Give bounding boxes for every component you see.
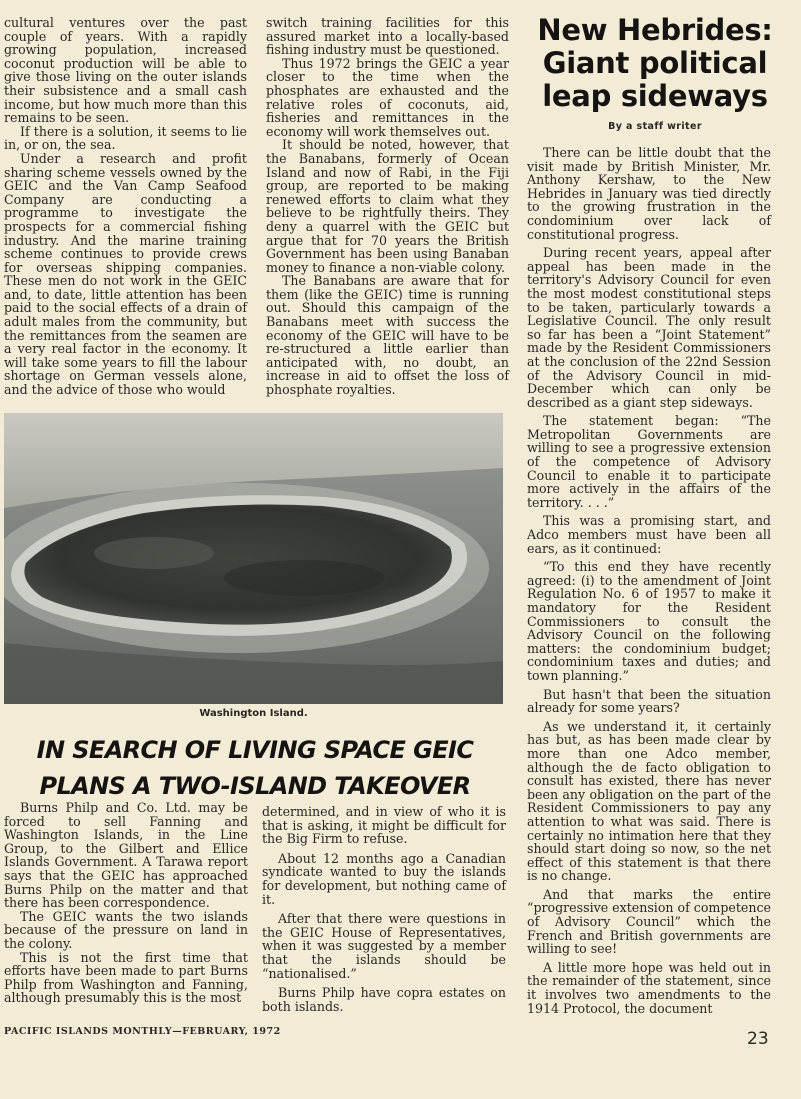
byline: By a staff writer <box>608 121 702 132</box>
island-illustration <box>4 413 503 704</box>
paragraph: It should be noted, however, that the Banabans, formerly of Ocean Island and now of Rabi, in the Fiji group, are reported to be making renewed efforts to claim what they believe to be rightfully theirs. They deny a quarrel with the GEIC but argue that for 70 years the British Government has been using Banaban money to finance a non-viable colony. <box>266 137 509 275</box>
paragraph: If there is a solution, it seems to lie in, or on, the sea. <box>4 123 247 153</box>
paragraph: Thus 1972 brings the GEIC a year closer to the time when the phosphates are exhausted and the relative roles of coconuts, aid, fisheries and remittances in the economy will work themselves out. <box>266 55 509 139</box>
paragraph: And that marks the entire “progressive extension of competence of Advisory Council” which the French and British governments are willing to see! <box>527 886 771 957</box>
aerial-photo <box>4 413 503 704</box>
article-column-2 <box>266 16 509 397</box>
paragraph: After that there were questions in the GEIC House of Representatives, when it was suggested by a member that the islands should be “nationalised.” <box>262 911 506 981</box>
paragraph: But hasn't that been the situation already for some years? <box>527 686 771 716</box>
article-column-1 <box>4 16 247 397</box>
paragraph: Burns Philp and Co. Ltd. may be forced to sell Fanning and Washington Islands, in the Line Group, to the Gilbert and Ellice Islands Government. A Tarawa report says that the GEIC has approached Burns Philp on the matter and that there has been correspondence. <box>4 800 248 911</box>
living-space-column-1 <box>4 801 248 1005</box>
living-space-column-2 <box>262 805 506 1013</box>
paragraph: The Banabans are aware that for them (like the GEIC) time is running out. Should this campaign of the Banabans meet with success the economy of the GEIC will have to be re-structured a little earlier than anticipated with, no doubt, an increase in aid to offset the loss of phosphate royalties. <box>266 273 509 398</box>
paragraph: “To this end they have recently agreed: (i) to the amendment of Joint Regulation No. 6 of 1957 to make it mandatory for the Resident Commissioners to consult the Advisory Council on the following matters: the condominium budget; condominium taxes and duties; and town planning.” <box>527 559 771 683</box>
paragraph: cultural ventures over the past couple of years. With a rapidly growing population, increased coconut production will be able to give those living on the outer islands their subsistence and a small cash income, but how much more than this remains to be seen. <box>4 15 247 126</box>
paragraph: This is not the first time that efforts have been made to part Burns Philp from Washington and Fanning, although presumably this is the most <box>4 949 248 1006</box>
paragraph: switch training facilities for this assured market into a locally-based fishing industry must be questioned. <box>266 15 509 58</box>
paragraph: Burns Philp have copra estates on both islands. <box>262 985 506 1014</box>
paragraph: During recent years, appeal after appeal has been made in the territory's Advisory Council for even the most modest constitutional steps to be taken, particularly towards a Legislative Council. The only result so far has been a “Joint Statement” made by the Resident Commissioners at the conclusion of the 22nd Session of the Advisory Council in mid-December which can only be described as a giant step sideways. <box>527 245 771 410</box>
paragraph: This was a promising start, and Adco members must have been all ears, as it continued: <box>527 513 771 556</box>
page-footer: PACIFIC ISLANDS MONTHLY—FEBRUARY, 1972 <box>4 1026 281 1037</box>
paragraph: About 12 months ago a Canadian syndicate wanted to buy the islands for development, but nothing came of it. <box>262 850 506 907</box>
article-headline: IN SEARCH OF LIVING SPACE GEIC PLANS A TWO-ISLAND TAKEOVER <box>36 736 474 800</box>
photo-caption: Washington Island. <box>199 708 308 719</box>
paragraph: A little more hope was held out in the remainder of the statement, since it involves two amendments to the 1914 Protocol, the document <box>527 959 771 1016</box>
paragraph: The GEIC wants the two islands because of the pressure on land in the colony. <box>4 908 248 951</box>
paragraph: As we understand it, it certainly has but, as has been made clear by more than one Adco member, although the de facto obligation to consult has existed, there has never been any obligation on the part of the Resident Commissioners to pay any attention to what was said. There is certainly no intimation here that they should start doing so now, so the net effect of this statement is that there is no change. <box>527 718 771 884</box>
paragraph: There can be little doubt that the visit made by British Minister, Mr. Anthony Kershaw, to the New Hebrides in January was tied directly to the growing frustration in the condominium over lack of constitutional progress. <box>527 145 771 242</box>
page-number: 23 <box>747 1029 769 1049</box>
paragraph: Under a research and profit sharing scheme vessels owned by the GEIC and the Van Camp Seafood Company are conducting a programme to investigate the prospects for a commercial fishing industry. And the marine training scheme continues to provide crews for overseas shipping companies. These men do not work in the GEIC and, to date, little attention has been paid to the social effects of a drain of adult males from the community, but the remittances from the seamen are a very real factor in the economy. It will take some years to fill the labour shortage on German vessels alone, and the advice of those who would <box>4 150 247 398</box>
paragraph: The statement began: “The Metropolitan Governments are willing to see a progressive extension of the competence of Advisory Council to enable it to participate more actively in the affairs of the territory. . . .” <box>527 413 771 510</box>
new-hebrides-column <box>527 146 771 1020</box>
article-title: New Hebrides: Giant political leap sideways <box>537 13 773 113</box>
paragraph: determined, and in view of who it is that is asking, it might be difficult for the Big Firm to refuse. <box>262 804 506 847</box>
